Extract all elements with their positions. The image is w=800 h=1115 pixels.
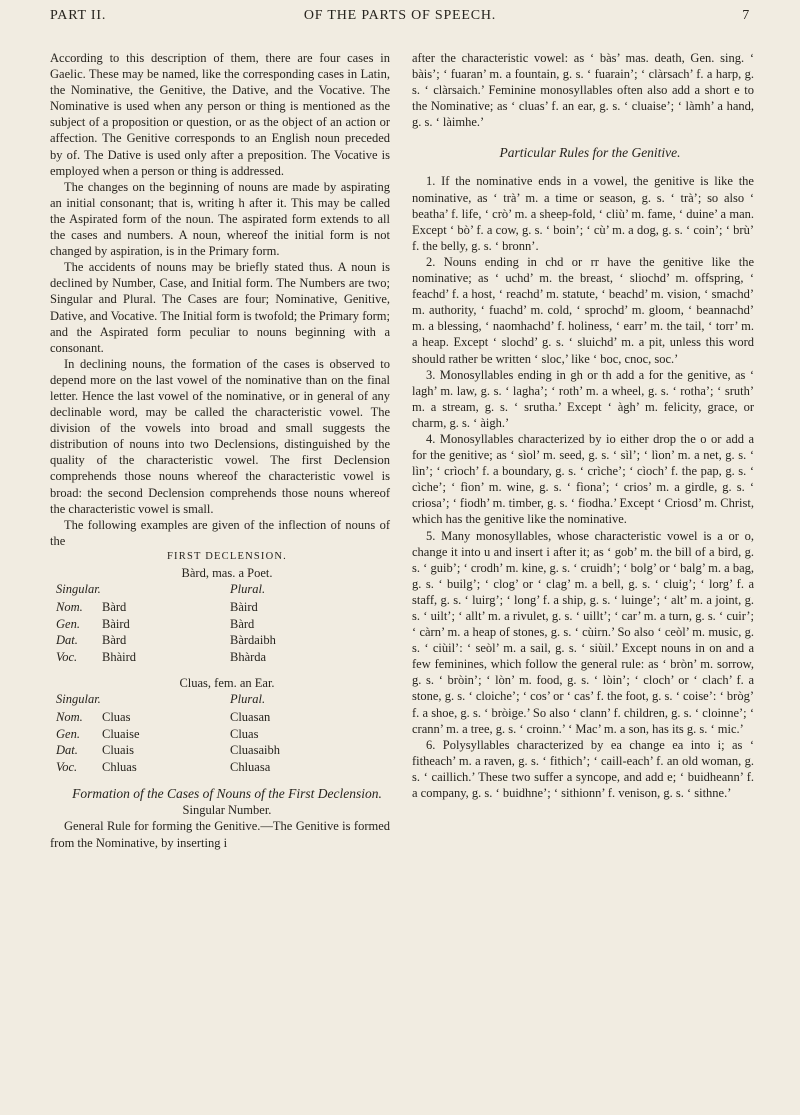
paragraph-aspirated-form: The changes on the beginning of nouns are made by aspirating an initial consonant; that is, writing h after it. This may be called the Aspirated form of the noun. The aspirated form extends to all the cases and numbers. A noun, whereof the initial form is not changed by aspiration, is in the Primary form.: [50, 179, 390, 259]
column-header-singular: Singular.: [56, 582, 101, 597]
singular-form: Cluas: [102, 710, 131, 725]
example-bard-title: Bàrd, mas. a Poet.: [181, 566, 273, 580]
right-column: [412, 50, 754, 801]
running-header: [50, 8, 750, 34]
formation-section-title: Formation of the Cases of Nouns of the First Declension.: [72, 786, 382, 802]
singular-form: Bàird: [102, 616, 130, 631]
table-header-row: [56, 691, 280, 709]
general-rule-paragraph: General Rule for forming the Genitive.—The Genitive is formed from the Nominative, by inserting i: [50, 819, 390, 850]
table-row: [56, 649, 276, 666]
plural-form: Bhàrda: [230, 649, 267, 664]
singular-form: Bàrd: [102, 600, 127, 615]
singular-form: Chluas: [102, 759, 137, 774]
paradigm-table-cluas: [56, 691, 280, 775]
plural-form: Cluasaibh: [230, 743, 280, 758]
plural-form: Cluasan: [230, 710, 271, 725]
singular-form: Cluais: [102, 743, 134, 758]
case-label: Gen.: [56, 616, 80, 631]
column-header-plural: Plural.: [230, 582, 266, 597]
table-row: [56, 632, 276, 649]
paragraph-declensions: In declining nouns, the formation of the cases is observed to depend more on the last vowel of the nominative than on the final letter. Hence the last vowel of the nominative, or in general of any declinable word, may be called the characteristic vowel. The division of the vowels into broad and small suggests the distribution of nouns into two Declensions, distinguished by the quality of the characteristic vowel. The first Declension comprehends those nouns whereof the characteristic vowel is broad: the second Declension comprehends those nouns whereof the characteristic vowel is small.: [50, 356, 390, 516]
plural-form: Bàrdaibh: [230, 633, 276, 648]
table-row: [56, 759, 280, 776]
case-label: Voc.: [56, 759, 78, 774]
singular-form: Bàrd: [102, 633, 127, 648]
rule-3: 3. Monosyllables ending in gh or th add a for the genitive, as ‘ lagh’ m. law, g. s. ‘ lagha’; ‘ roth’ m. a wheel, g. s. ‘ rotha’; ‘ sruth’ m. a stream, g. s. ‘ srutha.’ Except ‘ àgh’ m. felicity, grace, or charm, g. s. ‘ àigh.’: [412, 367, 754, 430]
page-number: 7: [742, 8, 750, 23]
table-row: [56, 742, 280, 759]
singular-form: Cluaise: [102, 726, 140, 741]
rule-5: 5. Many monosyllables, whose characteristic vowel is a or o, change it into u and insert i after it; as ‘ gob’ m. the bill of a bird, g. s. ‘ guib’; ‘ crodh’ m. kine, g. s. ‘ cruidh’; ‘ bolg’ or ‘ balg’ m. a bag, g. s. ‘ builg’; ‘ clog’ or ‘ clag’ m. a bell, g. s. ‘ cluig’; ‘ lorg’ f. a staff, g. s. ‘ luirg’; ‘ long’ f. a ship, g. s. ‘ luinge’; ‘ alt’ m. a joint, g. s. ‘ uilt’; ‘ allt’ m. a rivulet, g. s. ‘ uillt’; ‘ car’ m. a turn, g. s. ‘ cuir’; ‘ càrn’ m. a heap of stones, g. s. ‘ cùirn.’ So also ‘ ceòl’ m. music, g. s. ‘ ciùil’: ‘ seòl’ m. a sail, g. s. ‘ siùil.’ Except nouns in on and a few feminines, which follow the general rule: as ‘ bròn’ m. sorrow, g. s. ‘ bròin’; ‘ lòn’ m. food, g. s. ‘ lòin’; ‘ cloch’ or ‘ clach’ f. a stone, g. s. ‘ cloiche’; ‘ cos’ or ‘ cas’ f. the foot, g. s. ‘ coise’: ‘ bròg’ f. a shoe, g. s. ‘ bròige.’ So also ‘ clann’ f. children, g. s. ‘ cloinne’; ‘ crann’ m. a tree, g. s. ‘ croinn.’ ‘ Mac’ m. a son, has its g. s. ‘ mic.’: [412, 528, 754, 736]
table-row: [56, 709, 280, 726]
table-row: [56, 726, 280, 743]
paradigm-table-bard: [56, 581, 276, 665]
case-label: Gen.: [56, 726, 80, 741]
case-label: Dat.: [56, 633, 78, 648]
paragraph-general-rule-continued: after the characteristic vowel: as ‘ bàs’ mas. death, Gen. sing. ‘ bàis’; ‘ fuaran’ m. a fountain, g. s. ‘ fuarain’; ‘ clàrsach’ f. a harp, g. s. ‘ clàrsaich.’ Feminine monosyllables often also add a short e to the Nominative; as ‘ cluas’ f. an ear, g. s. ‘ cluaise’; ‘ làmh’ a hand, g. s. ‘ làimhe.’: [412, 51, 754, 130]
singular-number-heading: Singular Number.: [182, 803, 272, 818]
column-header-plural: Plural.: [230, 692, 266, 707]
plural-form: Bàird: [230, 600, 258, 615]
left-column: [50, 50, 390, 851]
case-label: Nom.: [56, 600, 83, 615]
particular-rules-title: Particular Rules for the Genitive.: [499, 145, 681, 161]
rule-6: 6. Polysyllables characterized by ea change ea into i; as ‘ fitheach’ m. a raven, g. s. ‘ fithich’; ‘ caill-each’ f. an old woman, g. s. ‘ caillich.’ These two suffer a syncope, and add e; ‘ buidheann’ f. a company, g. s. ‘ buidhne’; ‘ sithionn’ f. venison, g. s. ‘ sithne.’: [412, 737, 754, 801]
declension-heading: FIRST DECLENSION.: [167, 550, 287, 562]
singular-form: Bhàird: [102, 649, 137, 664]
case-label: Nom.: [56, 710, 83, 725]
case-label: Voc.: [56, 649, 78, 664]
rule-1: 1. If the nominative ends in a vowel, the genitive is like the nominative, as ‘ trà’ m. a time or season, g. s. ‘ trà’; so also ‘ beatha’ f. life, ‘ crò’ m. a sheep-fold, ‘ cliù’ m. fame, ‘ duine’ a man. Except ‘ bò’ f. a cow, g. s. ‘ boin’; ‘ cù’ m. a dog, g. s. ‘ coin’; ‘ brù’ f. the belly, g. s. ‘ bronn’.: [412, 174, 754, 253]
part-label: PART II.: [50, 8, 107, 23]
column-header-singular: Singular.: [56, 692, 101, 707]
paragraph-cases: According to this description of them, there are four cases in Gaelic. These may be named, like the corresponding cases in Latin, the Nominative, the Genitive, the Dative, and the Vocative. The Nominative is used when any person or thing is mentioned as the subject of a proposition or question, or as the object of an action or affection. The Genitive corresponds to an English noun preceded by of. The Dative is used only after a preposition. The Vocative is employed when a person or thing is addressed.: [50, 51, 390, 178]
plural-form: Bàrd: [230, 616, 255, 631]
example-cluas-title: Cluas, fem. an Ear.: [179, 676, 275, 691]
table-row: [56, 616, 276, 633]
page-title: OF THE PARTS OF SPEECH.: [303, 8, 497, 23]
table-header-row: [56, 581, 276, 599]
plural-form: Chluasa: [230, 759, 271, 774]
table-row: [56, 599, 276, 616]
paragraph-examples-intro: The following examples are given of the inflection of nouns of the: [50, 517, 390, 548]
rule-2: 2. Nouns ending in chd or rr have the genitive like the nominative; as ‘ uchd’ m. the breast, ‘ sliochd’ m. offspring, ‘ feachd’ f. a host, ‘ reachd’ m. statute, ‘ beachd’ m. vision, ‘ smachd’ m. authority, ‘ fuachd’ m. cold, ‘ sprochd’ m. gloom, ‘ beannachd’ m. a blessing, ‘ naomhachd’ f. holiness, ‘ earr’ m. the tail, ‘ torr’ m. a heap. Except ‘ slochd’ g. s. ‘ sluichd’ m. a pit, unless this word should rather be written ‘ sloc,’ like ‘ boc, cnoc, soc.’: [412, 254, 754, 366]
paragraph-accidents: The accidents of nouns may be briefly stated thus. A noun is declined by Number, Case, and Initial form. The Numbers are two; Singular and Plural. The Cases are four; Nominative, Genitive, Dative, and Vocative. The Initial form is twofold; the Primary form; and the Aspirated form peculiar to nouns beginning with a consonant.: [50, 260, 390, 355]
case-label: Dat.: [56, 743, 78, 758]
rule-4: 4. Monosyllables characterized by io either drop the o or add a for the genitive; as ‘ sìol’ m. seed, g. s. ‘ sìl’; ‘ lìon’ m. a net, g. s. ‘ lìn’; ‘ crìoch’ f. a boundary, g. s. ‘ crìche’; ‘ cìoch’ f. the pap, g. s. ‘ cìche’; ‘ fìon’ m. wine, g. s. ‘ fìona’; ‘ crios’ m. a girdle, g. s. ‘ criosa’; ‘ fiodh’ m. timber, g. s. ‘ fiodha.’ Except ‘ Criosd’ m. Christ, which has the genitive like the nominative.: [412, 431, 754, 527]
plural-form: Cluas: [230, 726, 259, 741]
